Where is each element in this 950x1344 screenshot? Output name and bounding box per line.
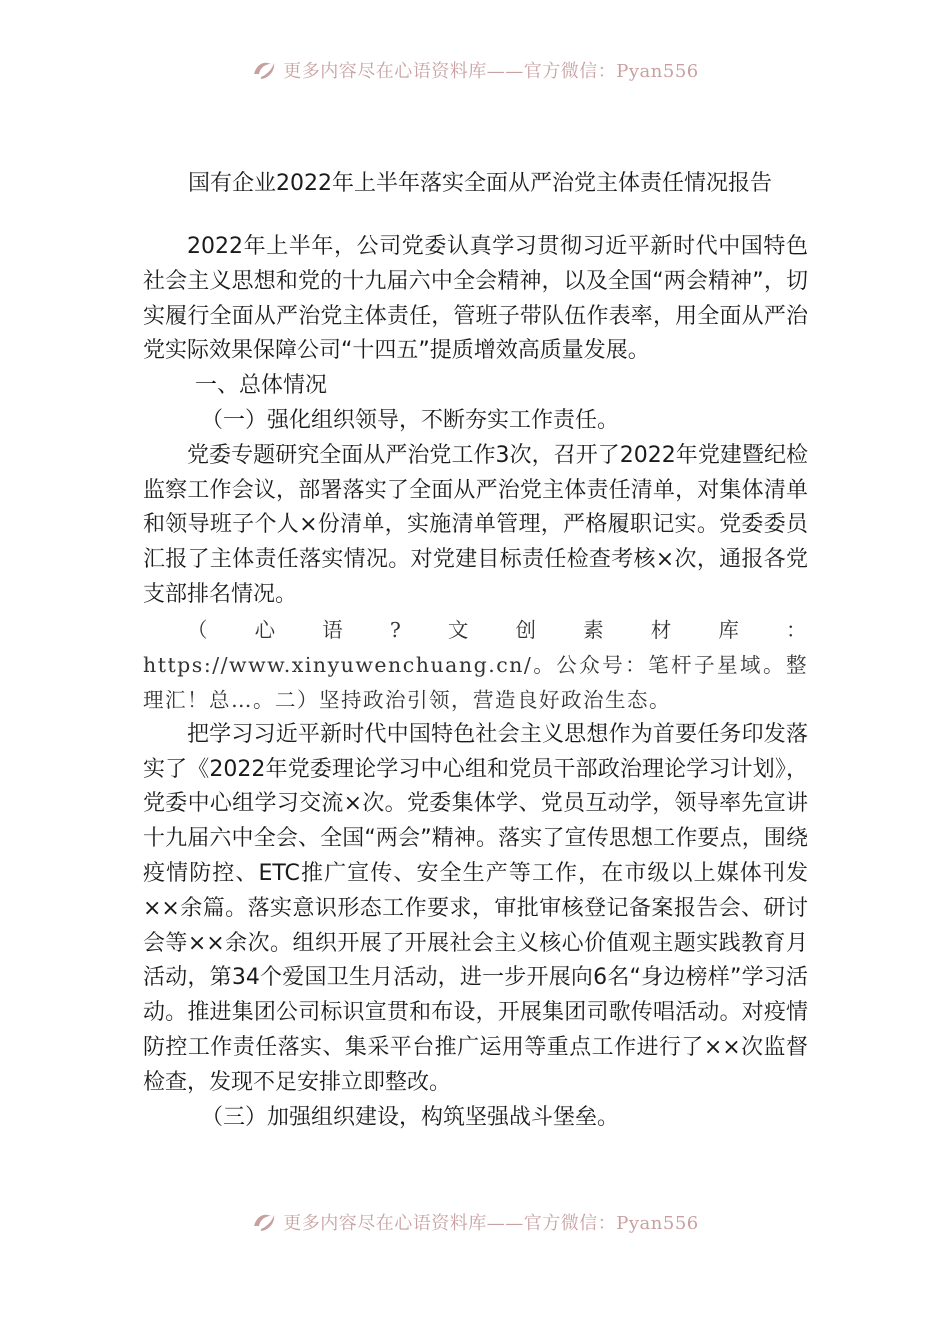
subsection-heading-1: （一）强化组织领导，不断夯实工作责任。 — [201, 407, 620, 433]
watermark-text: 更多内容尽在心语资料库——官方微信：Pyan556 — [283, 1213, 699, 1234]
logo-icon — [251, 59, 277, 81]
watermark-footer — [0, 1207, 950, 1237]
document-body — [143, 168, 808, 1135]
body-paragraph-2: 把学习习近平新时代中国特色社会主义思想作为首要任务印发落实了《2022年党委理论学习中心组和党员干部政治理论学习计划》，党委中心组学习交流×次。党委集体学、党员互动学，领导率先宣讲十九届六中全会、全国“两会”精神。落实了宣传思想工作要点，围绕疫情防控、ETC推广宣传、安全生产等工作，在市级以上媒体刊发××余篇。落实意识形态工作要求，审批审核登记备案报告会、研讨会等××余次。组织开展了开展社会主义核心价值观主题实践教育月活动，第34个爱国卫生月活动，进一步开展向6名“身边榜样”学习活动。推进集团公司标识宣贯和布设，开展集团司歌传唱活动。对疫情防控工作责任落实、集采平台推广运用等重点工作进行了××次监督检查，发现不足安排立即整改。 — [143, 721, 808, 1095]
watermark-header — [0, 55, 950, 85]
watermark-text: 更多内容尽在心语资料库——官方微信：Pyan556 — [283, 61, 699, 82]
body-paragraph-1: 党委专题研究全面从严治党工作3次，召开了2022年党建暨纪检监察工作会议，部署落实了全面从严治党主体责任清单，对集体清单和领导班子个人×份清单，实施清单管理，严格履职记实。党委委员汇报了主体责任落实情况。对党建目标责任检查考核×次，通报各党支部排名情况。 — [143, 442, 808, 607]
logo-icon — [251, 1211, 277, 1233]
source-note-paragraph: （心语?文创素材库：https://www.xinyuwenchuang.cn/。公众号：笔杆子星域。整理汇！总…。二）坚持政治引领，营造良好政治生态。 — [143, 617, 808, 712]
section-heading: 一、总体情况 — [195, 373, 328, 399]
intro-paragraph: 2022年上半年，公司党委认真学习贯彻习近平新时代中国特色社会主义思想和党的十九届六中全会精神，以及全国“两会精神”，切实履行全面从严治党主体责任，管班子带队伍作表率，用全面从严治党实际效果保障公司“十四五”提质增效高质量发展。 — [143, 234, 808, 364]
subsection-heading-3: （三）加强组织建设，构筑坚强战斗堡垒。 — [201, 1104, 620, 1130]
document-title: 国有企业2022年上半年落实全面从严治党主体责任情况报告 — [188, 171, 772, 196]
